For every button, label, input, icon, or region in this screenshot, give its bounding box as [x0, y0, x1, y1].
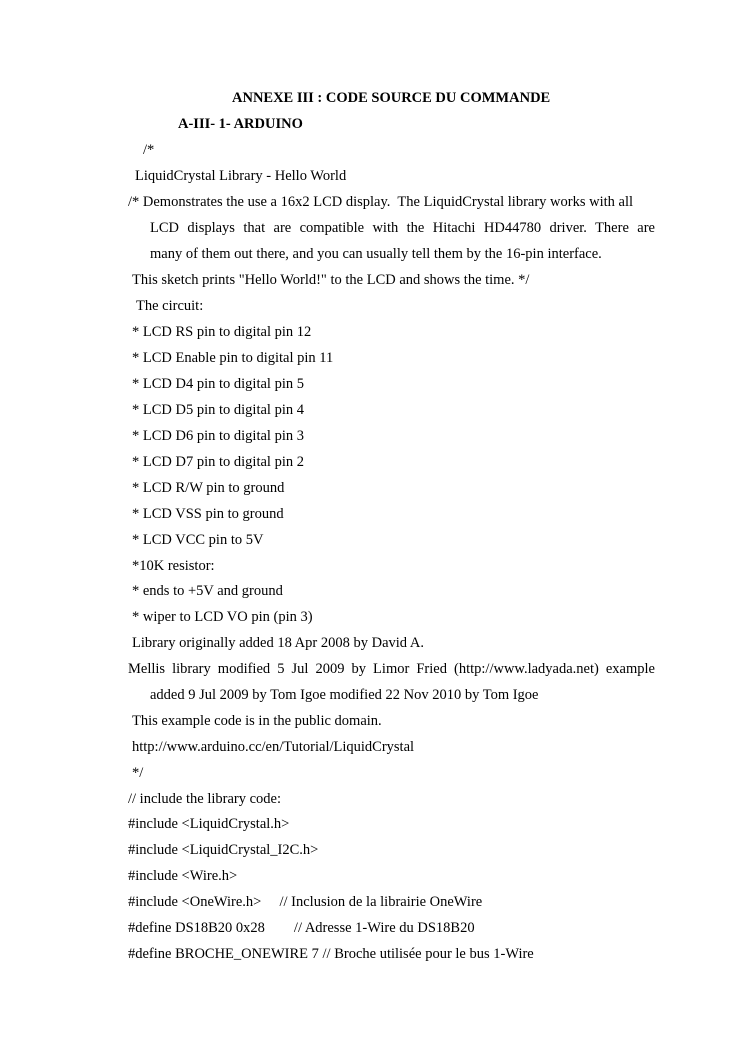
code-line: /* — [143, 142, 155, 158]
code-line: many of them out there, and you can usually tell them by the 16-pin interface. — [150, 246, 602, 262]
code-line: Mellis library modified 5 Jul 2009 by Limor Fried (http://www.ladyada.net) example — [128, 661, 655, 677]
code-line: * ends to +5V and ground — [132, 583, 283, 599]
code-line: * LCD D5 pin to digital pin 4 — [132, 402, 304, 418]
code-line: * LCD Enable pin to digital pin 11 — [132, 350, 334, 366]
code-line: #define DS18B20 0x28 // Adresse 1-Wire du DS18B20 — [128, 920, 475, 936]
code-line: #include <LiquidCrystal_I2C.h> — [128, 842, 319, 858]
code-line: LCD displays that are compatible with the Hitachi HD44780 driver. There are — [150, 220, 655, 236]
code-line: * LCD R/W pin to ground — [132, 480, 285, 496]
code-line: #define BROCHE_ONEWIRE 7 // Broche utilisée pour le bus 1-Wire — [128, 946, 534, 962]
code-line: * wiper to LCD VO pin (pin 3) — [132, 609, 313, 625]
code-line: added 9 Jul 2009 by Tom Igoe modified 22 Nov 2010 by Tom Igoe — [150, 687, 539, 703]
code-line: * LCD D4 pin to digital pin 5 — [132, 376, 304, 392]
code-line: */ — [132, 765, 144, 781]
code-line: *10K resistor: — [132, 558, 215, 574]
code-line: This sketch prints "Hello World!" to the LCD and shows the time. */ — [132, 272, 530, 288]
code-line: This example code is in the public domain. — [132, 713, 382, 729]
code-line: * LCD D7 pin to digital pin 2 — [132, 454, 304, 470]
code-line: Library originally added 18 Apr 2008 by David A. — [132, 635, 424, 651]
code-line: #include <Wire.h> — [128, 868, 238, 884]
code-line: * LCD VSS pin to ground — [132, 506, 284, 522]
code-line: * LCD RS pin to digital pin 12 — [132, 324, 312, 340]
code-line: // include the library code: — [128, 791, 282, 807]
section-heading: A-III- 1- ARDUINO — [178, 116, 303, 132]
code-line: #include <OneWire.h> // Inclusion de la librairie OneWire — [128, 894, 483, 910]
code-line: #include <LiquidCrystal.h> — [128, 816, 290, 832]
code-line: The circuit: — [136, 298, 204, 314]
code-line: * LCD D6 pin to digital pin 3 — [132, 428, 304, 444]
annex-title: ANNEXE III : CODE SOURCE DU COMMANDE — [232, 90, 551, 106]
code-line: LiquidCrystal Library - Hello World — [135, 168, 347, 184]
code-line: * LCD VCC pin to 5V — [132, 532, 264, 548]
code-line: /* Demonstrates the use a 16x2 LCD display. The LiquidCrystal library works with all — [128, 194, 634, 210]
code-line: http://www.arduino.cc/en/Tutorial/LiquidCrystal — [132, 739, 415, 755]
